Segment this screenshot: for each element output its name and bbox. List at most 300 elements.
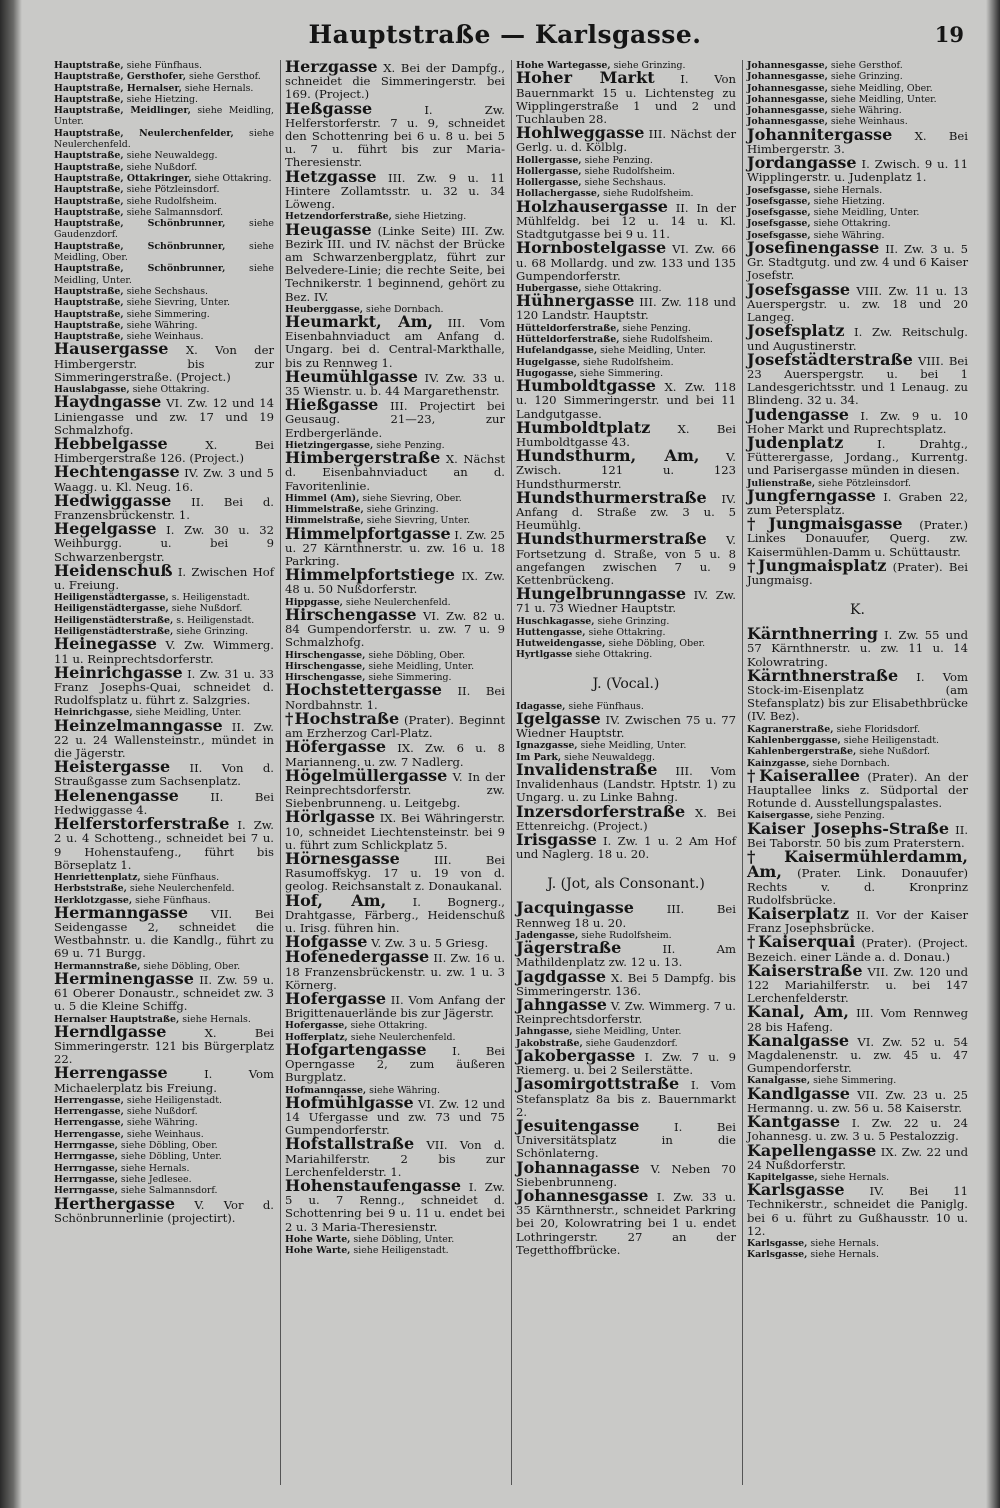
- street-description: siehe Nußdorf.: [123, 1106, 198, 1118]
- street-entry: [516, 584, 736, 616]
- street-entry: [747, 847, 968, 907]
- street-description: siehe Meidling, Unter.: [597, 345, 706, 357]
- street-description: siehe Währing.: [123, 319, 198, 331]
- street-name: Josefsgasse,: [747, 195, 811, 207]
- street-entry: [516, 177, 736, 188]
- street-name: Hofgasse: [285, 932, 368, 952]
- street-name: Hauptstraße,: [54, 150, 124, 162]
- street-name: †Kaiserallee: [747, 765, 860, 785]
- street-name: Jahngasse: [516, 994, 607, 1014]
- street-entry: [516, 446, 736, 491]
- street-name: Josefsplatz: [747, 321, 845, 341]
- street-description: II. Zw. 59 u. 61 Oberer Donaustr., schneidet zw. 3 u. 5 die Kleine Schiffg.: [54, 972, 274, 1014]
- street-name: Hungelbrunngasse: [516, 584, 687, 604]
- column-1: [50, 60, 281, 1485]
- street-entry: [285, 661, 505, 672]
- street-name: Johannesgasse,: [747, 82, 828, 94]
- street-name: Hofmanngasse,: [285, 1084, 367, 1096]
- street-entry: [54, 105, 274, 128]
- street-description: siehe Döbling, Ober.: [117, 1140, 218, 1152]
- street-description: siehe Meidling, Unter.: [577, 740, 687, 752]
- street-name: Hauptstraße, Ottakringer,: [54, 172, 192, 184]
- street-description: siehe Hernals.: [817, 1171, 890, 1183]
- street-description: VIII. Bei 23 Auerspergstr. u. bei 1 Landesgerichtsstr. und 1 Lenaug. zu Blindeng. 32 u. 34.: [747, 353, 968, 408]
- street-description: siehe Gersthof.: [827, 60, 903, 71]
- street-name: Invalidenstraße: [516, 760, 658, 780]
- street-name: Herrngasse,: [54, 1185, 118, 1197]
- street-name: Im Park,: [516, 751, 562, 763]
- street-description: III. Zw. 118 und 120 Landstr. Hauptstr.: [516, 295, 736, 323]
- street-name: Kanalgasse,: [747, 1075, 811, 1087]
- street-entry: [747, 746, 968, 757]
- street-description: siehe Meidling, Unter.: [810, 207, 920, 219]
- street-name: Irisgasse: [516, 830, 597, 850]
- street-description: II. Vom Anfang der Brigittenauerlände bis zur Jägerstr.: [285, 992, 505, 1021]
- street-description: s. Heiligenstadt.: [168, 592, 250, 604]
- street-description: siehe Penzing.: [619, 322, 691, 334]
- street-description: siehe Simmering.: [123, 308, 210, 320]
- street-entry: [747, 71, 968, 82]
- street-name: Hufelandgasse,: [516, 345, 598, 357]
- street-entry: [285, 708, 505, 741]
- street-description: siehe Pötzleinsdorf.: [815, 477, 911, 489]
- street-description: X. Nächst d. Eisenbahnviaduct an d. Favoritenlinie.: [285, 452, 505, 493]
- street-description: II. Zw. 16 u. 18 Franzensbrückenstr. u. zw. 1 u. 3 Körnerg.: [285, 951, 505, 992]
- street-name: Heinegasse: [54, 634, 157, 654]
- street-name: Herrngasse,: [54, 1151, 118, 1163]
- street-description: siehe Sievring, Ober.: [359, 492, 462, 504]
- street-name: Hollergasse,: [516, 177, 582, 189]
- street-name: Herndlgasse: [54, 1021, 167, 1041]
- street-entry: [285, 366, 505, 399]
- street-description: IV. Zwischen 75 u. 77 Wiedner Hauptstr.: [516, 713, 736, 741]
- street-entry: [747, 124, 968, 156]
- street-description: X. Von der Himbergerstr. bis zur Simmeringerstraße. (Project.): [54, 343, 274, 384]
- street-name: Karlsgasse: [747, 1180, 845, 1200]
- street-entry: [285, 219, 505, 304]
- street-description: VI. Zw. 12 und 14 Liniengasse und zw. 17 und 19 Schmalzhofg.: [54, 396, 274, 437]
- street-description: II. Am Mathildenplatz zw. 12 u. 13.: [516, 942, 736, 970]
- street-name: Hauptstraße, Schönbrunner,: [54, 263, 226, 275]
- street-entry: [747, 218, 968, 229]
- street-entry: [516, 1074, 736, 1119]
- street-entry: [54, 150, 274, 161]
- street-entry: [516, 801, 736, 833]
- street-entry: [516, 68, 736, 126]
- column-3: [512, 60, 743, 1485]
- street-name: Johannesgasse,: [747, 116, 828, 128]
- street-entry: [516, 334, 736, 345]
- street-entry: [516, 323, 736, 334]
- street-name: Herrengasse,: [54, 1094, 124, 1106]
- street-description: VI. Zw. 12 und 14 Ufergasse und zw. 73 und 75 Gumpendorferstr.: [285, 1096, 505, 1138]
- street-description: X. Bei Ettenreichg. (Project.): [516, 805, 736, 833]
- street-description: siehe Währing.: [810, 229, 885, 241]
- street-entry: [516, 649, 736, 660]
- street-description: V. Vor d. Schönbrunnerlinie (projectirt).: [54, 1197, 274, 1225]
- street-description: siehe Floridsdorf.: [833, 723, 921, 735]
- street-description: VI. Zw. 52 u. 54 Magdalenenstr. u. zw. 45 u. 47 Gumpendorferstr.: [747, 1034, 968, 1076]
- street-name: Hirschengasse,: [285, 660, 366, 672]
- street-entry: [516, 1157, 736, 1189]
- street-entry: [747, 1030, 968, 1076]
- street-entry: [285, 650, 505, 661]
- street-description: siehe Heiligenstadt.: [840, 734, 939, 746]
- street-entry: [54, 128, 274, 151]
- street-description: (Prater.) Linkes Donauufer, Querg. zw. Kaisermühlen-Damm u. Schüttaustr.: [747, 518, 968, 559]
- street-description: siehe Rudolfsheim.: [123, 195, 217, 207]
- street-name: Hietzingergasse,: [285, 439, 374, 451]
- street-entry: [747, 1002, 969, 1034]
- street-name: Herrengasse,: [54, 1117, 124, 1129]
- street-description: siehe Simmering.: [576, 367, 664, 379]
- street-name: Johannagasse: [516, 1157, 640, 1177]
- street-description: siehe Grinzing.: [610, 60, 686, 71]
- street-description: siehe Währing.: [123, 1117, 198, 1129]
- street-entry: [747, 105, 968, 116]
- street-description: siehe Salmannsdorf.: [123, 206, 224, 218]
- street-entry: [54, 662, 274, 708]
- street-description: siehe Jedlesee.: [117, 1173, 192, 1185]
- street-name: Kaiser Josephs-Straße: [747, 818, 949, 838]
- street-description: siehe Ottakring.: [810, 218, 891, 230]
- street-description: V. Zw. Wimmerg. 11 u. Reinprechtsdorferstr.: [54, 638, 274, 666]
- street-entry: [516, 1026, 736, 1037]
- street-name: Heinzelmanngasse: [54, 715, 223, 735]
- street-name: Humboldtgasse: [516, 376, 656, 396]
- street-entry: [285, 98, 505, 170]
- street-description: siehe Sechshaus.: [123, 285, 209, 297]
- street-name: Jesuitengasse: [516, 1116, 640, 1135]
- street-description: I. Bei Universitätsplatz in die Schönlaterng.: [516, 1120, 736, 1161]
- street-description: siehe Ottakring.: [191, 172, 272, 184]
- street-entry: [285, 504, 505, 515]
- street-entry: [54, 1193, 274, 1225]
- street-name: Heinrichgasse: [54, 662, 183, 682]
- street-entry: [747, 279, 968, 325]
- street-name: Johannesgasse,: [747, 71, 828, 83]
- street-entry: [285, 890, 505, 936]
- street-name: Kaisergasse,: [747, 810, 814, 822]
- street-name: †Kaiserquai: [747, 932, 856, 952]
- street-entry: [516, 627, 736, 638]
- street-description: siehe Rudolfsheim.: [581, 165, 675, 177]
- street-entry: [54, 872, 274, 883]
- street-entry: [54, 1063, 274, 1095]
- street-name: Heumarkt, Am,: [285, 312, 434, 332]
- street-entry: [54, 1117, 274, 1128]
- street-name: Hauptstraße,: [54, 206, 124, 218]
- street-name: Heumühlgasse: [285, 366, 418, 386]
- street-entry: [747, 321, 968, 353]
- street-name: Hundsthurmerstraße: [516, 529, 707, 549]
- street-entry: [747, 60, 968, 71]
- street-description: II. Bei d. Franzensbrückenstr. 1.: [54, 494, 274, 522]
- street-description: X. Bei Simmeringerstr. 121 bis Bürgerplatz 22.: [54, 1025, 274, 1067]
- street-description: siehe Dornbach.: [809, 757, 890, 769]
- street-entry: [54, 560, 274, 592]
- street-description: siehe Nußdorf.: [168, 603, 243, 615]
- street-entry: [54, 615, 274, 626]
- street-entry: [747, 1249, 968, 1260]
- street-entry: [516, 1186, 736, 1257]
- street-entry: [747, 903, 968, 936]
- street-description: siehe Hernals.: [181, 82, 254, 94]
- street-description: III. Vom Invalidenhaus (Landstr. Hptstr. 1) zu Ungarg. u. zu Linke Bahng.: [516, 764, 736, 805]
- street-entry: [747, 83, 968, 94]
- street-name: Kärnthnerring: [747, 624, 878, 644]
- street-name: Jadengasse,: [516, 929, 579, 941]
- street-name: Hollergasse,: [516, 165, 582, 177]
- street-name: Hauptstraße, Gersthofer,: [54, 71, 186, 83]
- street-entry: [747, 1112, 968, 1144]
- street-entry: [747, 94, 968, 105]
- street-entry: [285, 604, 505, 650]
- street-description: IV. Bei 11 Technikerstr., schneidet die Paniglg. bei 6 u. führt zu Gußhausstr. 10 u. 12.: [747, 1184, 968, 1238]
- street-description: II. Bei Hedwiggasse 4.: [54, 789, 274, 817]
- street-entry: [54, 297, 274, 308]
- section-heading: J. (Jot, als Consonant.): [547, 876, 705, 893]
- street-entry: [747, 818, 969, 850]
- street-name: Hochstettergasse: [285, 680, 442, 700]
- street-entry: [285, 1245, 505, 1256]
- street-name: Hofergasse: [285, 988, 387, 1008]
- street-description: siehe Fünfhaus.: [140, 871, 220, 883]
- street-name: Himbergerstraße: [285, 448, 441, 468]
- street-entry: [54, 715, 274, 761]
- street-entry: [516, 638, 736, 649]
- street-description: I. Zw. Helferstorferstr. 7 u. 9, schneidet den Schottenring bei 6 u. 8 u. bei 5 u. 7 u. führt bis zur Maria-Theresienstr.: [285, 102, 505, 170]
- street-description: (Prater. Link. Donauufer) Rechts v. d. Kronprinz Rudolfsbrücke.: [747, 866, 968, 907]
- street-entry: [516, 357, 736, 368]
- street-entry: [747, 724, 968, 735]
- street-description: siehe Weinhaus.: [123, 1128, 204, 1140]
- street-description: I. Bognerg., Drahtgasse, Färberg., Heidenschuß u. Irisg. führen hin.: [285, 894, 505, 935]
- street-entry: [516, 830, 736, 862]
- street-name: Josefsgasse,: [747, 218, 811, 230]
- street-name: †Kaisermühlerdamm, Am,: [747, 847, 968, 882]
- street-entry: [516, 994, 736, 1027]
- street-name: Hyrtlgasse: [516, 649, 573, 661]
- street-entry: [747, 1238, 968, 1249]
- street-name: Hundsthurm, Am,: [516, 446, 700, 466]
- street-name: Hauptstraße, Meidlinger,: [54, 105, 191, 117]
- street-description: II. In der Mühlfeldg. bei 12 u. 14 u. Kl. Stadtgutgasse bei 9 u. 11.: [516, 200, 736, 242]
- street-description: siehe Penzing.: [813, 810, 885, 822]
- street-description: I. Zw. 9 u. 10 Hoher Markt und Ruprechtsplatz.: [747, 408, 968, 436]
- street-description: siehe Ottakring.: [347, 1020, 428, 1032]
- street-description: VII. Zw. 23 u. 25 Hermanng. u. zw. 56 u. 58 Kaiserstr.: [747, 1087, 968, 1115]
- street-entry: [54, 263, 274, 286]
- street-name: Hohe Wartegasse,: [516, 60, 611, 71]
- street-name: Jasomirgottstraße: [516, 1074, 680, 1094]
- street-description: I. Zw. 1 u. 2 Am Hof und Naglerg. 18 u. 20.: [516, 834, 736, 862]
- street-entry: [54, 173, 274, 184]
- street-description: I. Zw. 7 u. 9 Riemerg. u. bei 2 Seilerstätte.: [516, 1049, 736, 1078]
- street-name: Hofferplatz,: [285, 1031, 348, 1043]
- street-name: Heuberggasse,: [285, 303, 364, 315]
- street-name: Kandlgasse: [747, 1083, 850, 1103]
- street-description: VII. Bei Seidengasse 2, schneidet die Westbahnstr. u. die Kandlg., führt zu 69 u. 71 Burgg.: [54, 906, 274, 961]
- street-name: Johannesgasse,: [747, 60, 828, 71]
- street-name: Hauptstraße,: [54, 308, 124, 320]
- street-name: Holzhausergasse: [516, 196, 668, 216]
- street-description: siehe Heiligenstadt.: [350, 1245, 449, 1257]
- street-entry: [747, 665, 968, 724]
- street-name: Jordangasse: [747, 153, 857, 173]
- street-name: Hohe Warte,: [285, 1245, 351, 1257]
- street-name: Josefsgasse,: [747, 229, 811, 241]
- street-name: Hermannstraße,: [54, 960, 141, 972]
- street-description: IX. Zw. 22 und 24 Nußdorferstr.: [747, 1144, 968, 1172]
- street-name: Julienstraße,: [747, 477, 816, 489]
- street-name: Herklotzgasse,: [54, 894, 133, 906]
- street-name: Hauptstraße,: [54, 93, 124, 105]
- street-name: Hugogasse,: [516, 367, 577, 379]
- street-name: Himmel (Am),: [285, 492, 360, 504]
- street-entry: [285, 765, 505, 811]
- street-name: Heistergasse: [54, 757, 171, 777]
- street-description: V. Fortsetzung d. Straße, von 5 u. 8 angefangen zwischen 7 u. 9 Kettenbrückeng.: [516, 533, 736, 587]
- street-description: siehe Meidling, Unter.: [365, 660, 475, 672]
- street-description: IX. Zw. 6 u. 8 Marianneng. u. zw. 7 Nadlerg.: [285, 741, 505, 769]
- street-name: Hohenstaufengasse: [285, 1176, 462, 1196]
- street-description: X. Bei der Dampfg., schneidet die Simmeringerstr. bei 169. (Project.): [285, 61, 505, 102]
- street-name: Karlsgasse,: [747, 1249, 808, 1261]
- street-name: Haydngasse: [54, 392, 162, 412]
- street-description: siehe Hernals.: [179, 1013, 251, 1025]
- street-description: siehe Döbling, Unter.: [117, 1151, 222, 1163]
- street-name: Hauptstraße,: [54, 184, 124, 196]
- street-description: IV. Anfang d. Straße zw. 3 u. 5 Heumühlg.: [516, 491, 736, 533]
- street-name: †Hochstraße: [285, 708, 400, 728]
- street-entry: [54, 207, 274, 218]
- street-name: Helenengasse: [54, 785, 179, 805]
- street-description: I. Zw. 2 u. 4 Schotteng., schneidet bei 7 u. 9 Hohenstaufeng., führt bis Börseplatz 1.: [54, 818, 274, 872]
- street-description: I. Von Bauernmarkt 15 u. Lichtensteg zu Wipplingerstraße 1 und 2 und Tuchlauben 28.: [516, 72, 736, 126]
- street-description: siehe Hernals.: [807, 1238, 879, 1250]
- street-entry: [285, 1234, 505, 1245]
- street-description: II. Bei Nordbahnstr. 1.: [285, 684, 505, 712]
- street-name: Kahlenbergerstraße,: [747, 746, 857, 758]
- street-name: Heiligenstädterstraße,: [54, 614, 174, 626]
- street-name: Hof, Am,: [285, 890, 387, 910]
- street-description: III. Nächst der Gerlg. u. d. Kölblg.: [516, 127, 736, 155]
- street-entry: [285, 166, 505, 212]
- street-name: Huttengasse,: [516, 626, 586, 638]
- street-name: Hechtengasse: [54, 462, 180, 482]
- street-name: Herrngasse,: [54, 1173, 118, 1185]
- street-description: siehe Salmannsdorf.: [117, 1185, 218, 1197]
- street-name: Hauslabgasse,: [54, 384, 130, 396]
- street-description: II. Zw. 3 u. 5 Gr. Stadtgutg. und zw. 4 und 6 Kaiser Josefstr.: [747, 242, 968, 283]
- street-description: X. Bei Himbergerstr. 3.: [747, 128, 968, 156]
- street-name: Hießgasse: [285, 395, 379, 415]
- street-name: Jungferngasse: [747, 485, 876, 505]
- street-description: siehe Rudolfsheim.: [580, 356, 674, 368]
- street-entry: [747, 485, 968, 518]
- street-description: siehe Neulerchenfeld.: [126, 883, 235, 895]
- street-description: siehe Hietzing.: [810, 195, 886, 207]
- street-description: siehe Hietzing.: [391, 211, 467, 223]
- street-description: I. Vom Stock-im-Eisenplatz (am Stefansplatz) bis zur Elisabethbrücke (IV. Bez).: [747, 669, 968, 724]
- street-name: Kagranerstraße,: [747, 723, 834, 735]
- street-description: siehe Weinhaus.: [827, 116, 908, 128]
- street-name: Hühnergasse: [516, 291, 635, 311]
- street-description: X. Bei 5 Dampfg. bis Simmeringerstr. 136.: [516, 970, 736, 998]
- street-name: Hoher Markt: [516, 68, 655, 88]
- street-name: Igelgasse: [516, 709, 601, 729]
- street-entry: [516, 740, 736, 751]
- street-entry: [747, 349, 968, 408]
- street-description: (Prater). (Project. Bezeich. einer Lände a. d. Donau.): [747, 936, 968, 964]
- street-name: Hirschengasse,: [285, 672, 366, 684]
- street-entry: [747, 432, 968, 478]
- street-description: siehe Fünfhaus.: [565, 700, 644, 712]
- street-name: Herzgasse: [285, 60, 378, 76]
- street-description: I. Zw. 25 u. 27 Kärnthnerstr. u. zw. 16 u. 18 Parkring.: [285, 527, 505, 569]
- street-entry: [516, 966, 736, 998]
- street-entry: [285, 565, 505, 597]
- street-description: I. Zw. 31 u. 33 Franz Josephs-Quai, schneidet d. Rudolfsplatz u. führt z. Salzgries.: [54, 666, 274, 708]
- street-entry: [285, 1039, 505, 1085]
- street-description: II. Vor der Kaiser Franz Josephsbrücke.: [747, 907, 968, 936]
- street-description: X. Zw. 118 u. 120 Simmeringerstr. und bei 11 Landgutgasse.: [516, 380, 736, 421]
- street-description: III. Projectirt bei Geusaug. 21—23, zur Erdbergerlände.: [285, 399, 505, 440]
- street-entry: [54, 519, 274, 564]
- street-entry: [54, 883, 274, 894]
- street-description: siehe Neuwaldegg.: [561, 751, 655, 763]
- street-name: Kahlenberggasse,: [747, 734, 841, 746]
- street-entry: [285, 493, 505, 504]
- street-entry: [285, 988, 505, 1021]
- street-entry: [54, 286, 274, 297]
- street-entry: [516, 345, 736, 356]
- street-description: siehe Fünfhaus.: [132, 894, 211, 906]
- street-entry: [516, 166, 736, 177]
- street-entry: [747, 624, 968, 669]
- street-description: I. Vom Michaelerplatz bis Freiung.: [54, 1067, 274, 1095]
- street-name: Hofergasse,: [285, 1020, 348, 1032]
- street-name: Hirschengasse: [285, 604, 417, 624]
- street-entry: [747, 196, 968, 207]
- street-description: I. Bei Operngasse 2, zum äußeren Burgplatz.: [285, 1043, 505, 1085]
- street-description: siehe Neulerchenfeld.: [347, 1031, 456, 1043]
- street-description: V. Zwisch. 121 u. 123 Hundsthurmerstr.: [516, 450, 736, 491]
- street-entry: [516, 417, 736, 449]
- street-name: Kainzgasse,: [747, 757, 810, 769]
- street-name: Hofgartengasse: [285, 1039, 427, 1059]
- street-name: Hörlgasse: [285, 807, 376, 827]
- street-entry: [747, 555, 968, 588]
- street-description: siehe Nußdorf.: [856, 746, 930, 758]
- street-name: Hollergasse,: [516, 154, 582, 166]
- street-description: II. Zw. 22 u. 24 Wallensteinstr., mündet in die Jägerstr.: [54, 719, 274, 761]
- street-name: Himmelpfortgasse: [285, 523, 451, 543]
- street-name: Heiligenstädtergasse,: [54, 592, 169, 604]
- street-entry: [54, 196, 274, 207]
- street-description: s. Heiligenstadt.: [173, 614, 255, 626]
- street-name: Josefstädterstraße: [747, 349, 913, 369]
- street-description: siehe Penzing.: [581, 154, 653, 166]
- street-name: Heinrichgasse,: [54, 707, 133, 719]
- street-name: Hohlweggasse: [516, 123, 645, 143]
- street-description: I. Zw. 22 u. 24 Johannesg. u. zw. 3 u. 5 Pestalozzig.: [747, 1116, 968, 1144]
- street-entry: [747, 207, 968, 218]
- street-entry: [747, 514, 968, 559]
- street-entry: [54, 184, 274, 195]
- street-description: siehe Grinzing.: [173, 626, 249, 638]
